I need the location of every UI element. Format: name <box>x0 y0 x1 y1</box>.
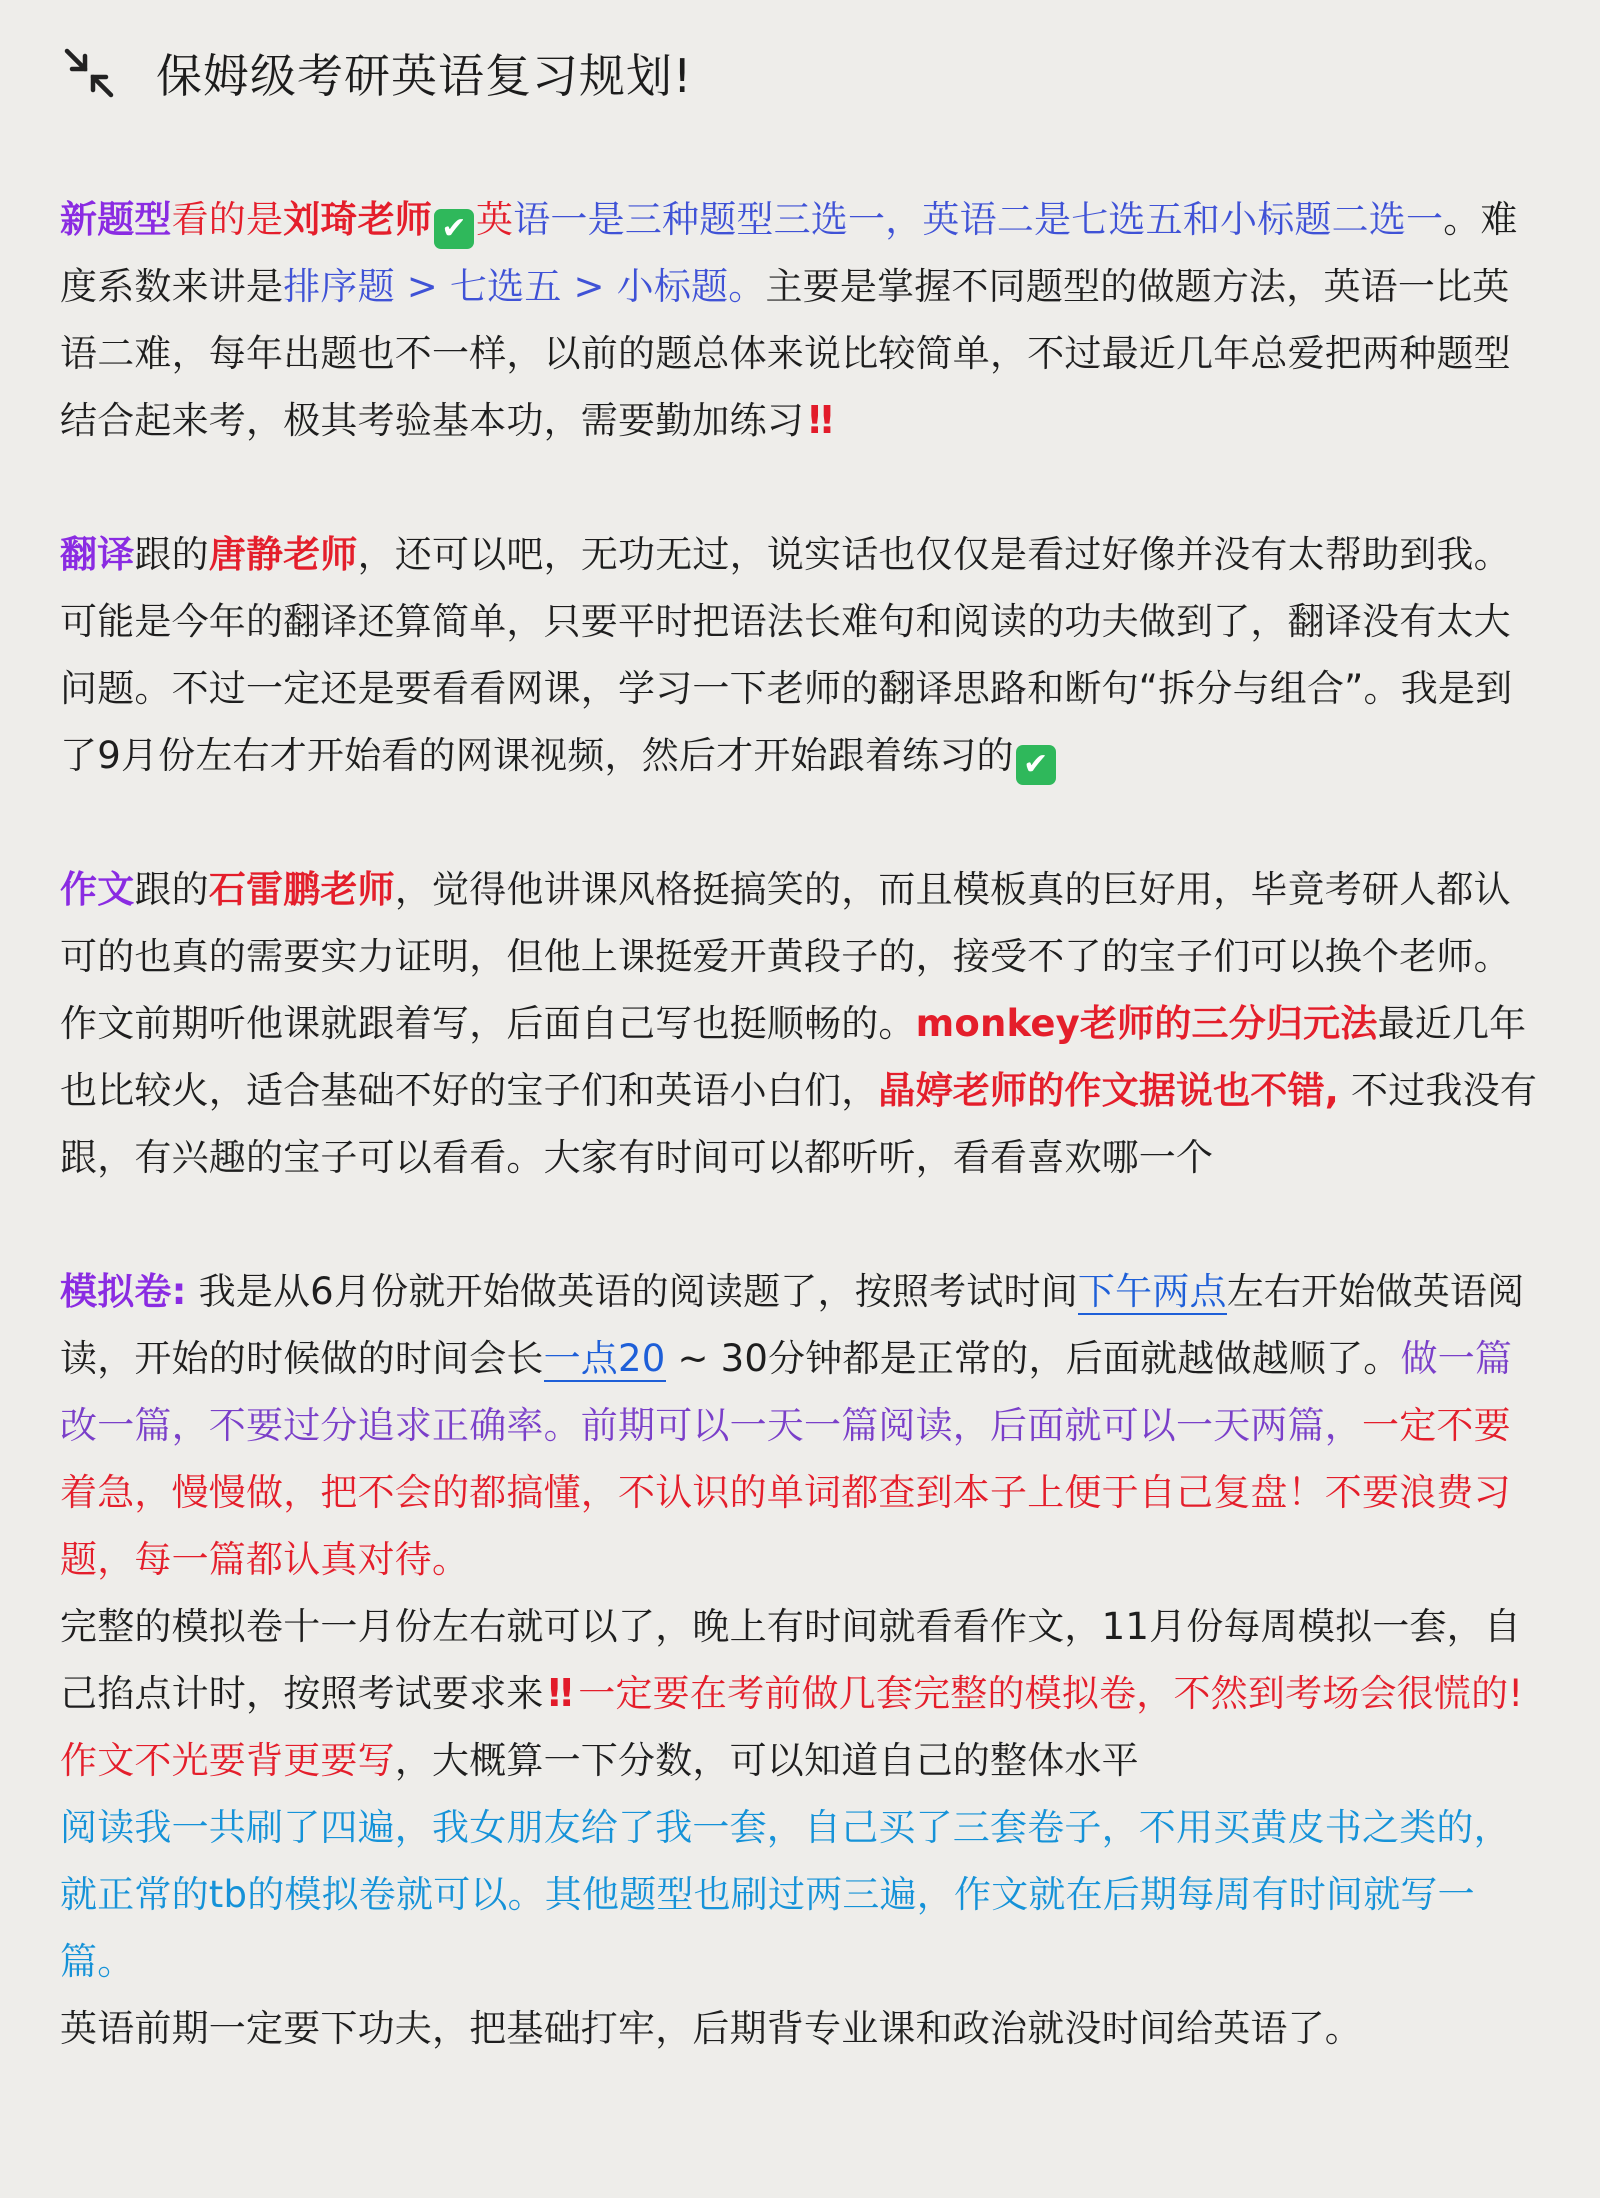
difficulty-order: 排序题 > 七选五 > 小标题。 <box>283 265 766 308</box>
teacher-name: 唐静老师 <box>208 533 358 576</box>
double-exclamation-icon: !! <box>806 398 831 442</box>
text-span: 英语前期一定要下功夫，把基础打牢，后期背专业课和政治就没时间给英语了。 <box>60 2007 1362 2050</box>
page-title: 保姆级考研英语复习规划! <box>156 49 693 103</box>
text-span: 跟的 <box>134 868 209 911</box>
underlined-duration: 一点20 <box>543 1337 666 1380</box>
underlined-time: 下午两点 <box>1077 1270 1227 1313</box>
topic-label: 作文 <box>60 868 135 911</box>
topic-label: 翻译 <box>60 533 135 576</box>
text-span: 英 <box>476 198 514 241</box>
text-span: 最近几年也比较火，适合基础不好的宝子们和英语小白们， <box>60 1002 1527 1112</box>
paragraph-essay-practice <box>60 1727 1546 1794</box>
text-span: 语一是三种题型三选一，英语二是七选五和小标题二选一 <box>513 198 1444 241</box>
text-span: ，还可以吧，无功无过，说实话也仅仅是看过好像并没有太帮助到我。可能是今年的翻译还算简单，只要平时把语法长难句和阅读的功夫做到了，翻译没有太大问题。不过一定还是要看看网课，学习一下老师的翻译思路和断句“拆分与组合”。我是到了9月份左右才开始看的网课视频，然后才开始跟着练习的 <box>60 533 1513 777</box>
highlight-text: 做一篇改一篇，不要过分追求正确率。前期可以一天一篇阅读，后面就可以一天两篇， <box>60 1337 1513 1447</box>
text-span: 完整的模拟卷十一月份左右就可以了，晚上有时间就看看作文，11月份每周模拟一套，自己掐点计时，按照考试要求来 <box>60 1605 1522 1715</box>
text-span: 不过我没有跟，有兴趣的宝子可以看看。大家有时间可以都听听，看看喜欢哪一个 <box>60 1069 1538 1179</box>
text-span: 。难度系数来讲是 <box>60 198 1518 308</box>
highlight-text: 作文不光要背更要写 <box>60 1739 395 1782</box>
paragraph-summary <box>60 1995 1546 2062</box>
collapse-arrows-icon[interactable] <box>62 46 116 100</box>
note-header <box>62 40 692 106</box>
text-span: ，觉得他讲课风格挺搞笑的，而且模板真的巨好用，毕竟考研人都认可的也真的需要实力证明，但他上课挺爱开黄段子的，接受不了的宝子们可以换个老师。作文前期听他课就跟着写，后面自己写也挺顺畅的。 <box>60 868 1511 1045</box>
highlight-text: 一定不要着急，慢慢做，把不会的都搞懂，不认识的单词都查到本子上便于自己复盘！不要浪费习题，每一篇都认真对待。 <box>60 1404 1511 1581</box>
topic-label: 新题型 <box>60 198 172 241</box>
teacher-name: 石雷鹏老师 <box>208 868 395 911</box>
paragraph-mock-exam <box>60 1258 1546 1593</box>
text-span: ~ 30分钟都是正常的，后面就越做越顺了。 <box>665 1337 1401 1380</box>
text-span: 左右开始做英语阅读，开始的时候做的时间会长 <box>60 1270 1525 1380</box>
check-emoji-icon: ✔ <box>1016 745 1056 785</box>
paragraph-reading-practice <box>60 1794 1546 1995</box>
paragraph-new-question-type <box>60 186 1546 454</box>
double-exclamation-icon: !! <box>545 1671 571 1715</box>
text-span: 看的是 <box>171 198 284 241</box>
text-span: ，大概算一下分数，可以知道自己的整体水平 <box>394 1739 1139 1782</box>
topic-label: 模拟卷: <box>60 1270 187 1313</box>
text-span: 我是从6月份就开始做英语的阅读题了，按照考试时间 <box>186 1270 1078 1313</box>
teacher-name: 刘琦老师 <box>283 198 433 241</box>
note-body <box>60 186 1546 2062</box>
paragraph-essay <box>60 856 1546 1191</box>
paragraph-translation <box>60 521 1546 789</box>
teacher-name: 晶婷老师的作文据说也不错, <box>878 1069 1340 1112</box>
check-emoji-icon: ✔ <box>434 209 474 249</box>
text-span: 主要是掌握不同题型的做题方法，英语一比英语二难，每年出题也不一样，以前的题总体来说比较简单，不过最近几年总爱把两种题型结合起来考，极其考验基本功，需要勤加练习 <box>60 265 1511 442</box>
method-name: monkey老师的三分归元法 <box>915 1002 1378 1045</box>
highlight-text: 阅读我一共刷了四遍，我女朋友给了我一套，自己买了三套卷子，不用买黄皮书之类的，就正常的tb的模拟卷就可以。其他题型也刷过两三遍，作文就在后期每周有时间就写一篇。 <box>60 1806 1511 1983</box>
text-span: 跟的 <box>134 533 209 576</box>
paragraph-full-mock <box>60 1593 1546 1727</box>
highlight-text: 一定要在考前做几套完整的模拟卷，不然到考场会很慌的! <box>578 1672 1524 1715</box>
